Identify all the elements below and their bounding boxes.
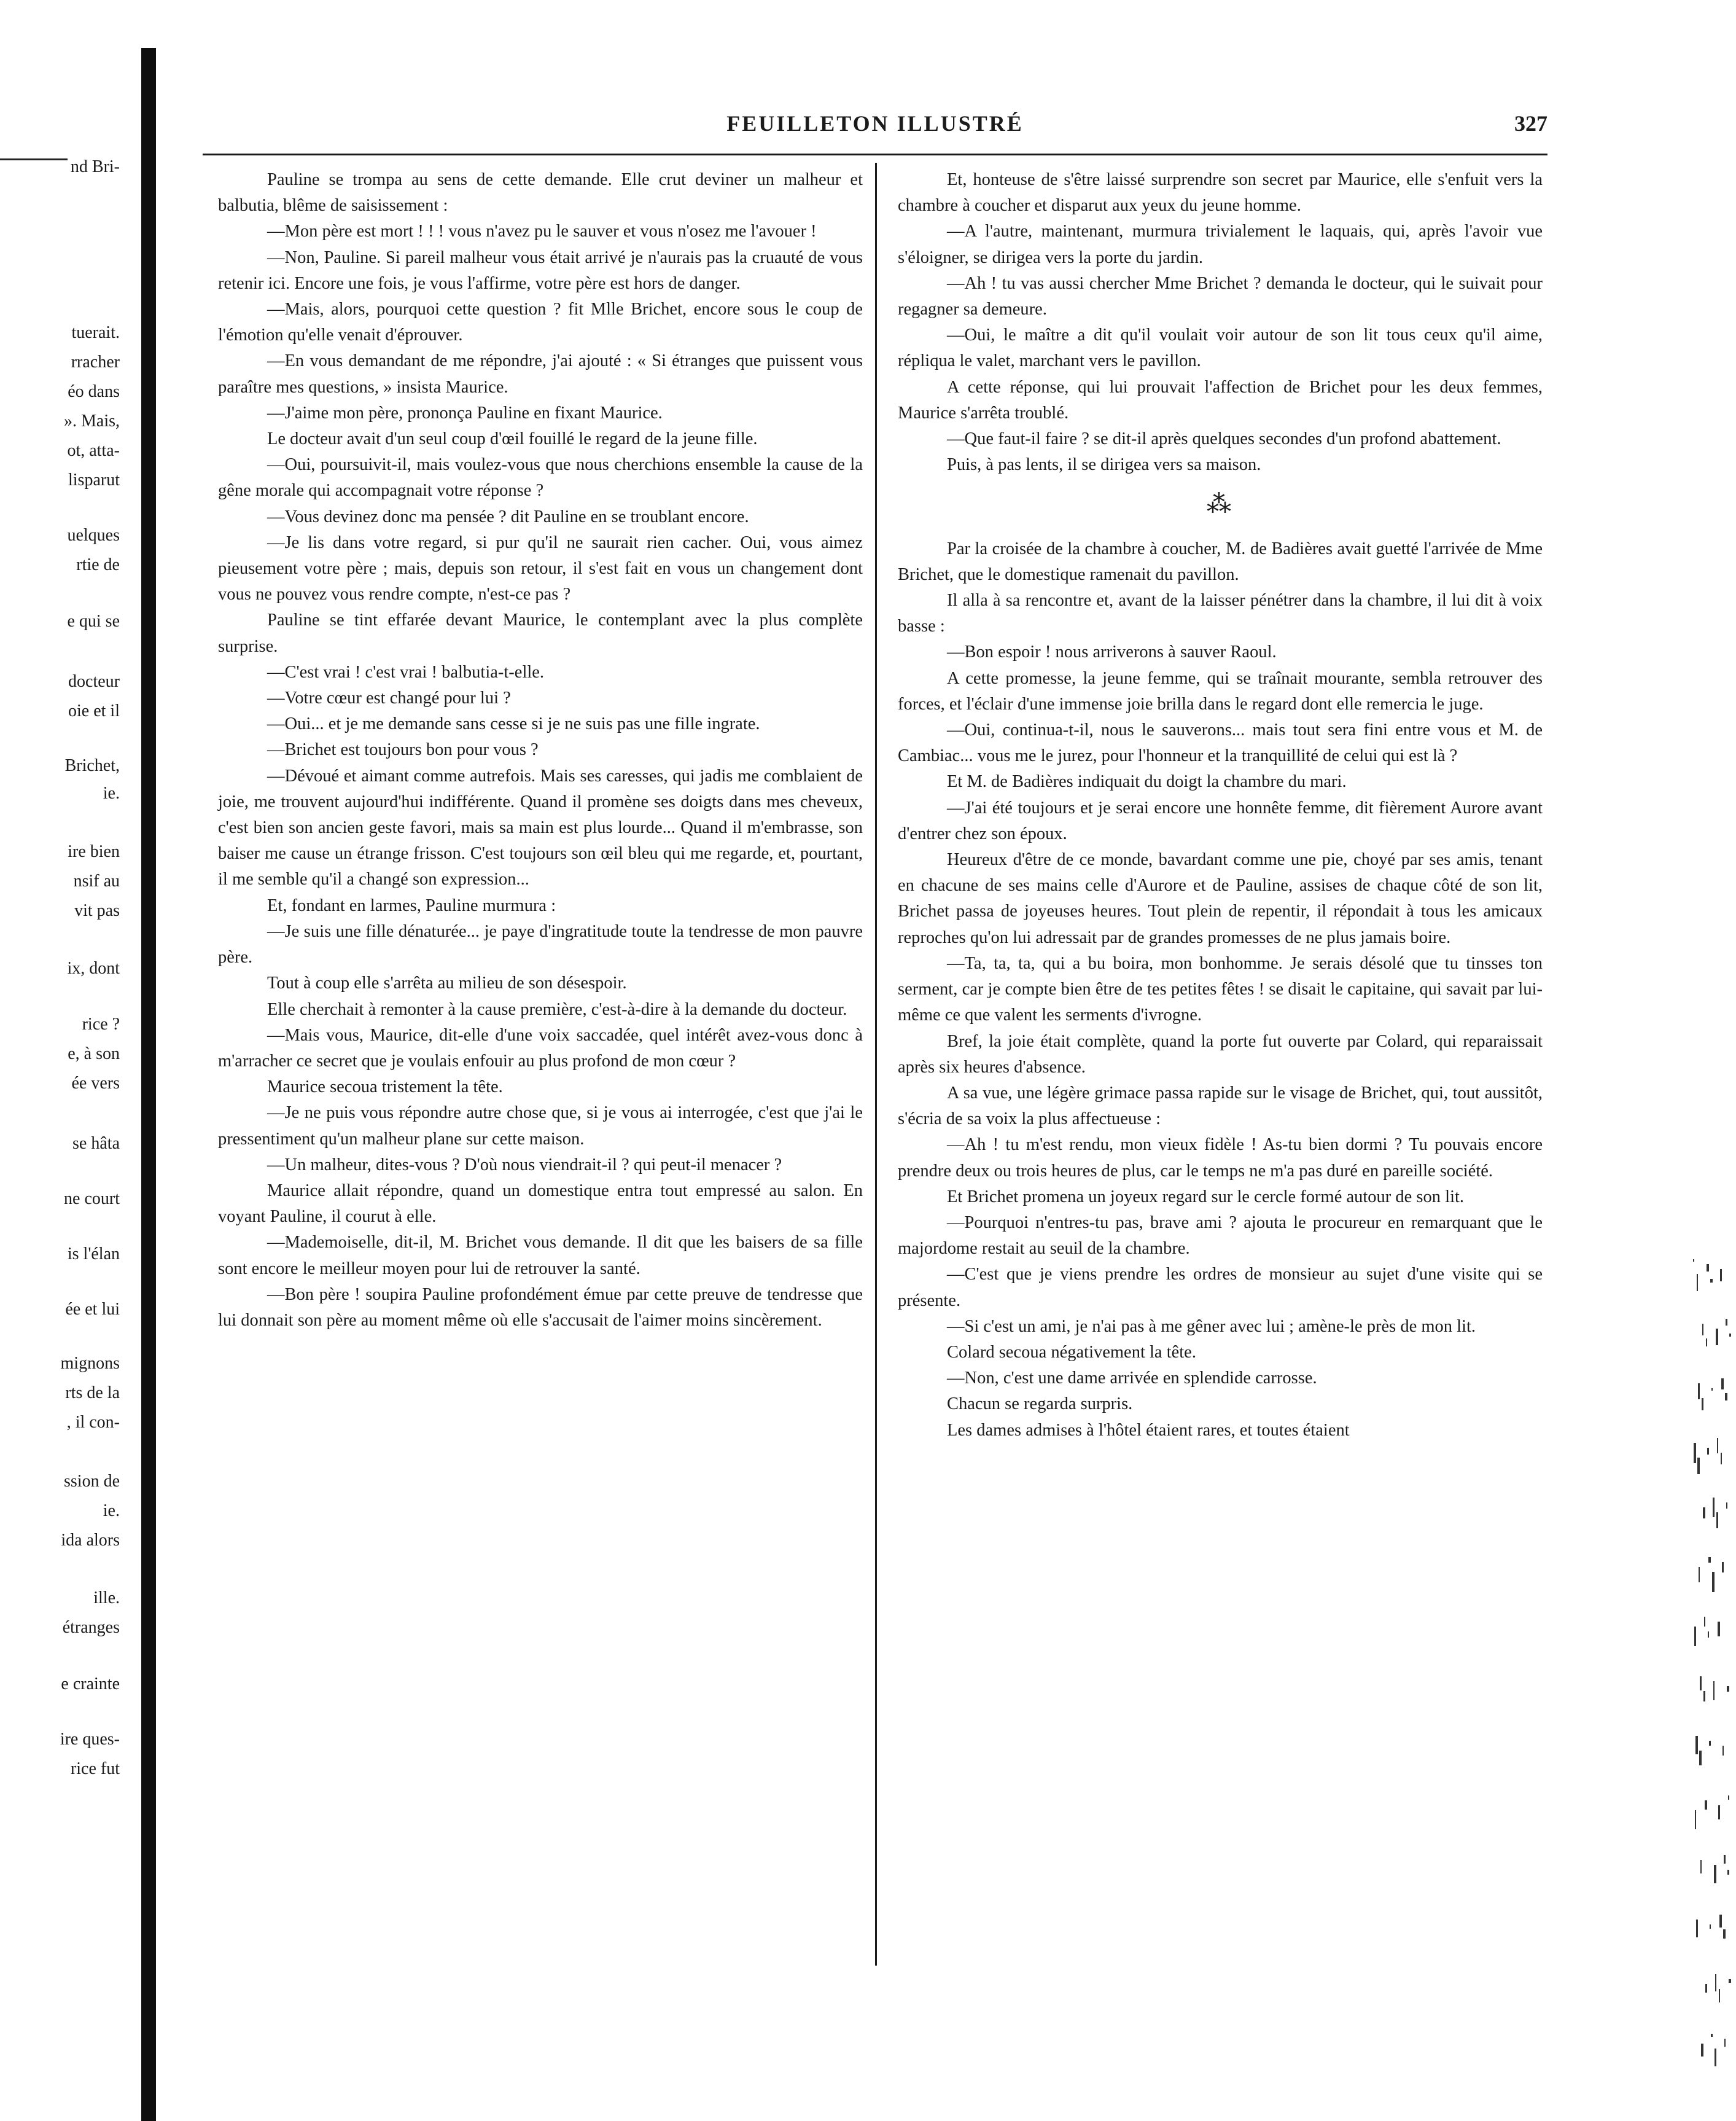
scan-speck: [1721, 1378, 1724, 1389]
scan-speck: [1703, 1507, 1705, 1518]
paragraph: Et, fondant en larmes, Pauline murmura :: [267, 896, 556, 915]
paragraph: —Mon père est mort ! ! ! vous n'avez pu le sauver et vous n'osez me l'avouer !: [267, 222, 817, 241]
paragraph: —Votre cœur est changé pour lui ?: [267, 689, 511, 708]
paragraph: Et, honteuse de s'être laissé surprendre son secret par Maurice, elle s'enfuit vers la chambre à coucher et disparut aux yeux du jeune homme.: [898, 170, 1543, 216]
gutter-fragment: rice fut: [70, 1759, 120, 1778]
gutter-fragment: lisparut: [68, 471, 120, 490]
gutter-fragment: rtie de: [76, 555, 120, 574]
scan-speck: [1695, 1810, 1696, 1829]
scan-speck: [1726, 1502, 1727, 1509]
left-column: [218, 167, 863, 1334]
gutter-fragment: ire bien: [68, 842, 120, 861]
gutter-fragment: éo dans: [68, 382, 120, 401]
paragraph: A cette réponse, qui lui prouvait l'affection de Brichet pour les deux femmes, Maurice s'arrêta troublé.: [898, 377, 1543, 423]
paragraph: —Bon père ! soupira Pauline profondément émue par cette preuve de tendresse que lui donnait son père au moment même où elle s'accusait de l'aimer moins sincèrement.: [218, 1284, 863, 1330]
scan-speck: [1699, 1567, 1700, 1582]
paragraph: —Bon espoir ! nous arriverons à sauver Raoul.: [947, 643, 1277, 662]
gutter-fragment: ée vers: [71, 1074, 120, 1093]
scan-speck: [1698, 1383, 1700, 1399]
paragraph: —Je suis une fille dénaturée... je paye d'ingratitude toute la tendresse de mon pauvre père.: [218, 921, 863, 967]
scan-speck: [1721, 1453, 1722, 1464]
scan-speck: [1697, 1274, 1698, 1291]
paragraph: Colard secoua négativement la tête.: [947, 1342, 1196, 1362]
scan-speck: [1702, 1398, 1703, 1410]
paragraph: —J'aime mon père, prononça Pauline en fixant Maurice.: [267, 403, 663, 423]
gutter-fragment: ». Mais,: [64, 412, 120, 431]
paragraph: —Mais, alors, pourquoi cette question ? fit Mlle Brichet, encore sous le coup de l'émotion qu'elle venait d'éprouver.: [218, 300, 863, 345]
scan-speck: [1722, 1562, 1724, 1572]
scan-speck: [1693, 1259, 1694, 1262]
gutter-fragment: oie et il: [68, 701, 120, 721]
scan-speck: [1727, 1870, 1729, 1875]
paragraph: —C'est vrai ! c'est vrai ! balbutia-t-elle.: [267, 662, 545, 682]
gutter-fragment: étranges: [62, 1618, 120, 1637]
gutter-fragment: e, à son: [68, 1044, 120, 1063]
scan-speck: [1713, 1681, 1715, 1700]
scan-speck: [1707, 1448, 1709, 1455]
scan-speck: [1716, 1329, 1718, 1345]
paragraph: Heureux d'être de ce monde, bavardant comme une pie, choyé par ses amis, tenant en chacune de ses mains celle d'Aurore et de Pauline, assises de chaque côté de son lit, Brichet passa de joyeuses heures. Tout plein de repentir, il répondait à tous les amicaux reproches qu'on lui adressait par de grandes promesses de ne plus jamais boire.: [898, 850, 1543, 947]
scan-speck: [1700, 1676, 1702, 1690]
scan-speck: [1723, 1929, 1726, 1939]
paragraph: —En vous demandant de me répondre, j'ai ajouté : « Si étranges que puissent vous paraître mes questions, » insista Maurice.: [218, 351, 863, 397]
scan-speck: [1713, 1498, 1715, 1517]
paragraph: —Ta, ta, ta, qui a bu boira, mon bonhomme. Je serais désolé que tu tinsses ton serment, car je compte bien être de tes petites fêtes ! se disait le capitaine, qui savait par lui-même ce que valent les serments d'ivrogne.: [898, 953, 1543, 1025]
scan-speck: [1697, 1458, 1700, 1474]
scan-speck: [1711, 2034, 1713, 2037]
gutter-fragment: vit pas: [74, 901, 120, 920]
paragraph: Pauline se trompa au sens de cette demande. Elle crut deviner un malheur et balbutia, blême de saisissement :: [218, 170, 863, 216]
paragraph: —Si c'est un ami, je n'ai pas à me gêner avec lui ; amène-le près de mon lit.: [947, 1316, 1476, 1336]
paragraph: —Mademoiselle, dit-il, M. Brichet vous demande. Il dit que les baisers de sa fille sont encore le meilleur moyen pour lui de retrouver la santé.: [218, 1233, 863, 1278]
paragraph: Par la croisée de la chambre à coucher, M. de Badières avait guetté l'arrivée de Mme Brichet, que le domestique ramenait du pavillon.: [898, 539, 1543, 584]
scan-speck: [1719, 1915, 1722, 1928]
column-divider: [875, 163, 877, 1966]
scan-speck: [1716, 1512, 1718, 1528]
scan-speck: [1715, 1974, 1716, 1991]
scan-speck: [1727, 1686, 1729, 1692]
gutter-fragment: tuerait.: [71, 323, 120, 342]
gutter-fragment: ida alors: [61, 1531, 120, 1550]
paragraph: Les dames admises à l'hôtel étaient rares, et toutes étaient: [947, 1420, 1350, 1440]
paragraph: —Oui... et je me demande sans cesse si je ne suis pas une fille ingrate.: [267, 714, 760, 734]
gutter-fragment: ille.: [93, 1588, 120, 1607]
right-column-part-2: [898, 536, 1543, 1443]
right-column: [898, 167, 1543, 1443]
scan-speck: [1694, 1627, 1696, 1646]
scan-speck: [1694, 1443, 1696, 1463]
gutter-fragment: , il con-: [66, 1413, 120, 1432]
gutter-fragment: ssion de: [64, 1472, 120, 1491]
binding-shadow: [141, 48, 156, 2121]
gutter-rule: [0, 158, 68, 160]
paragraph: —C'est que je viens prendre les ordres de monsieur au sujet d'une visite qui se présente.: [898, 1265, 1543, 1310]
paragraph: Le docteur avait d'un seul coup d'œil fouillé le regard de la jeune fille.: [267, 429, 758, 449]
running-title: FEUILLETON ILLUSTRÉ: [726, 111, 1024, 136]
paragraph: —Je ne puis vous répondre autre chose que, si je vous ai interrogée, c'est que j'ai le pressentiment qu'un malheur plane sur cette maison.: [218, 1103, 863, 1149]
scan-speck: [1724, 1855, 1726, 1864]
scan-speck: [1706, 1338, 1707, 1346]
gutter-fragment: ne court: [64, 1189, 120, 1208]
paragraph: Elle cherchait à remonter à la cause première, c'est-à-dire à la demande du docteur.: [267, 999, 847, 1019]
scan-speck: [1709, 1741, 1711, 1746]
scan-speck: [1719, 1989, 1720, 2002]
paragraph: —Dévoué et aimant comme autrefois. Mais ses caresses, qui jadis me comblaient de joie, me trouvent aujourd'hui indifférente. Quand il promène ses doigts dans mes cheveux, c'est bien son ancien geste favori, mais sa main est plus lourde... Quand il m'embrasse, son baiser me cause un étrange frisson. C'est toujours son œil bleu qui me regarde, et, pourtant, il me semble qu'il a changé son expression...: [218, 766, 863, 889]
gutter-fragment: ot, atta-: [67, 441, 120, 460]
paragraph: —Oui, poursuivit-il, mais voulez-vous que nous cherchions ensemble la cause de la gêne morale qui accompagnait votre réponse ?: [218, 455, 863, 501]
gutter-fragment: ie.: [103, 784, 120, 803]
paragraph: A cette promesse, la jeune femme, qui se traînait mourante, sembla retrouver des forces, et l'éclair d'une immense joie brilla dans le regard dont elle remercia le juge.: [898, 668, 1543, 714]
paragraph: Et Brichet promena un joyeux regard sur le cercle formé autour de son lit.: [947, 1187, 1465, 1206]
gutter-fragment: nsif au: [73, 872, 120, 891]
gutter-fragment: e qui se: [67, 612, 120, 631]
paragraph: Et M. de Badières indiquait du doigt la chambre du mari.: [947, 772, 1347, 792]
scan-speck: [1711, 1388, 1713, 1391]
scan-speck: [1724, 2039, 1726, 2047]
section-asterism: ⁂: [1207, 490, 1234, 518]
paragraph: Il alla à sa rencontre et, avant de la laisser pénétrer dans la chambre, il lui dit à voix basse :: [898, 591, 1543, 636]
paragraph: —Un malheur, dites-vous ? D'où nous viendrait-il ? qui peut-il menacer ?: [267, 1155, 782, 1174]
scan-speck: [1700, 1860, 1702, 1873]
paragraph: Chacun se regarda surpris.: [947, 1394, 1133, 1414]
scan-speck: [1725, 1393, 1727, 1400]
page-number: 327: [1514, 111, 1547, 136]
paragraph: Maurice allait répondre, quand un domestique entra tout empressé au salon. En voyant Pauline, il courut à elle.: [218, 1181, 863, 1227]
paragraph: —Vous devinez donc ma pensée ? dit Pauline en se troublant encore.: [267, 507, 749, 526]
scan-speck: [1708, 1631, 1709, 1638]
scan-speck: [1722, 1746, 1724, 1756]
paragraph: —Non, c'est une dame arrivée en splendide carrosse.: [947, 1369, 1317, 1388]
gutter-fragment: se hâta: [72, 1134, 120, 1153]
paragraph: —Je lis dans votre regard, si pur qu'il ne saurait rien cacher. Oui, vous aimez pieusement votre père ; mais, depuis son retour, il s'est fait en vous un changement dont vous ne pouvez vous rendre compte, n'est-ce pas ?: [218, 533, 863, 604]
scan-speck: [1703, 1691, 1705, 1701]
paragraph: Bref, la joie était complète, quand la porte fut ouverte par Colard, qui reparaissait après six heures d'absence.: [898, 1031, 1543, 1077]
scan-speck: [1705, 1984, 1707, 1993]
gutter-fragment: Brichet,: [64, 756, 120, 775]
paragraph: Pauline se tint effarée devant Maurice, le contemplant avec la plus complète surprise.: [218, 611, 863, 656]
scan-speck: [1696, 1920, 1698, 1937]
gutter-fragment: e crainte: [61, 1674, 120, 1693]
scan-speck: [1718, 1805, 1720, 1819]
gutter-fragment: ie.: [103, 1501, 120, 1520]
scan-speck: [1728, 1795, 1729, 1800]
scan-speck: [1718, 1622, 1720, 1636]
paragraph: —Oui, continua-t-il, nous le sauverons... mais tout sera fini entre vous et M. de Cambiac... vous me le jurez, pour l'honneur et la tranquillité de celui qui est là ?: [898, 721, 1543, 766]
scan-speck: [1710, 1279, 1713, 1283]
scan-speck: [1710, 1924, 1711, 1929]
header-rule: [203, 154, 1547, 155]
paragraph: —Que faut-il faire ? se dit-il après quelques secondes d'un profond abattement.: [947, 429, 1501, 449]
gutter-fragment: mignons: [60, 1354, 120, 1373]
paragraph: —Ah ! tu vas aussi chercher Mme Brichet ? demanda le docteur, qui le suivait pour regagner sa demeure.: [898, 273, 1543, 319]
scan-speck: [1729, 1979, 1731, 1983]
scan-speck: [1712, 1572, 1715, 1592]
scan-speck: [1705, 1800, 1707, 1810]
gutter-fragment: rracher: [71, 353, 120, 372]
gutter-fragment: ée et lui: [65, 1300, 120, 1319]
scan-speck: [1708, 1557, 1711, 1563]
gutter-fragment: docteur: [68, 672, 120, 691]
paragraph: Puis, à pas lents, il se dirigea vers sa maison.: [947, 455, 1261, 475]
gutter-fragment: rice ?: [82, 1015, 120, 1034]
right-column-part-1: [898, 167, 1543, 478]
scan-noise: [1681, 522, 1736, 2119]
scan-speck: [1707, 1264, 1709, 1271]
page-header: [203, 111, 1547, 145]
scan-speck: [1720, 1269, 1722, 1281]
paragraph: Maurice secoua tristement la tête.: [267, 1077, 503, 1097]
scan-speck: [1704, 1617, 1705, 1627]
gutter-fragment: rts de la: [65, 1383, 120, 1402]
paragraph: —Oui, le maître a dit qu'il voulait voir autour de son lit tous ceux qu'il aime, répliqua le valet, marchant vers le pavillon.: [898, 326, 1543, 371]
paragraph: —J'ai été toujours et je serai encore une honnête femme, dit fièrement Aurore avant d'entrer chez son époux.: [898, 798, 1543, 843]
gutter-fragment: is l'élan: [67, 1244, 120, 1264]
paragraph: A sa vue, une légère grimace passa rapide sur le visage de Brichet, qui, tout aussitôt, s'écria de sa voix la plus affectueuse :: [898, 1083, 1543, 1129]
scan-speck: [1714, 1865, 1716, 1883]
paragraph: —Mais vous, Maurice, dit-elle d'une voix saccadée, quel intérêt avez-vous donc à m'arracher ce secret que je voulais enfouir au plus profond de mon cœur ?: [218, 1025, 863, 1071]
scan-speck: [1695, 1736, 1698, 1754]
paragraph: —Ah ! tu m'est rendu, mon vieux fidèle ! As-tu bien dormi ? Tu pouvais encore prendre deux ou trois heures de plus, car le temps ne m'a pas duré en pareille société.: [898, 1135, 1543, 1181]
scan-speck: [1717, 1438, 1718, 1453]
paragraph: —A l'autre, maintenant, murmura trivialement le laquais, qui, après l'avoir vue s'éloigner, se dirigea vers la porte du jardin.: [898, 222, 1543, 267]
paragraph: —Brichet est toujours bon pour vous ?: [267, 740, 539, 760]
paragraph: —Non, Pauline. Si pareil malheur vous était arrivé je n'aurais pas la cruauté de vous retenir ici. Encore une fois, je vous l'affirme, votre père est hors de danger.: [218, 248, 863, 293]
gutter-fragment: nd Bri-: [70, 157, 120, 176]
scan-speck: [1715, 2049, 1716, 2066]
scan-speck: [1699, 1751, 1702, 1765]
gutter-fragment: ire ques-: [60, 1730, 120, 1749]
scan-speck: [1701, 2044, 1703, 2057]
paragraph: Tout à coup elle s'arrêta au milieu de son désespoir.: [267, 974, 627, 993]
paragraph: —Pourquoi n'entres-tu pas, brave ami ? ajouta le procureur en remarquant que le majordome restait au seuil de la chambre.: [898, 1213, 1543, 1259]
gutter-fragment: uelques: [67, 526, 120, 545]
scan-speck: [1702, 1324, 1703, 1335]
gutter-fragment: ix, dont: [67, 959, 120, 978]
scan-speck: [1726, 1319, 1727, 1326]
scan-speck: [1729, 1334, 1731, 1337]
